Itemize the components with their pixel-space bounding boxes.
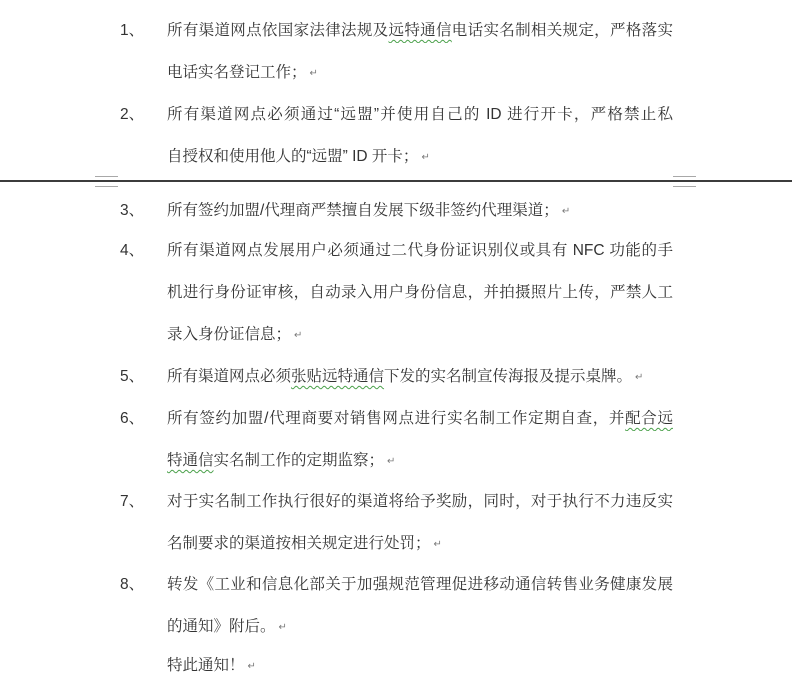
list-item-line [167, 103, 673, 127]
list-item-number: 2、 [120, 106, 145, 123]
list-item-number: 6、 [120, 410, 145, 427]
list-item-line [167, 532, 673, 556]
closing-text: 特此通知！ [167, 657, 245, 674]
text-segment: 所有渠道网点发展用户必须通过二代身份证识别仪或具有 NFC 功能的手 [167, 242, 673, 259]
closing-line [167, 654, 673, 678]
text-segment: 下发的实名制宣传海报及提示桌牌。 [384, 368, 633, 385]
text-segment: 所有渠道网点依国家法律法规及 [167, 22, 389, 39]
list-item-line [167, 19, 673, 43]
text-segment: 实名制工作的定期监察； [213, 452, 385, 469]
list-item-line [167, 239, 673, 263]
grammar-flagged-text: 张贴远特通信 [291, 368, 385, 385]
text-segment: 所有渠道网点必须 [167, 368, 292, 385]
paragraph-mark: ↵ [433, 539, 442, 550]
text-segment: 名制要求的渠道按相关规定进行处罚； [167, 535, 431, 552]
paragraph-mark: ↵ [421, 152, 430, 163]
grammar-flagged-text: 配合远 [625, 410, 673, 427]
paragraph-mark: ↵ [635, 372, 644, 383]
list-item-line [167, 615, 673, 639]
text-segment: 机进行身份证审核，自动录入用户身份信息，并拍摄照片上传，严禁人工 [167, 284, 673, 301]
paragraph-mark: ↵ [309, 68, 318, 79]
list-item-line [167, 449, 673, 473]
text-segment: 自授权和使用他人的“远盟” ID 开卡； [167, 148, 419, 165]
page-break-marker-right [673, 176, 696, 187]
text-segment: 录入身份证信息； [167, 326, 292, 343]
list-item-number: 3、 [120, 202, 145, 219]
list-item-line [167, 199, 673, 223]
text-segment: 转发《工业和信息化部关于加强规范管理促进移动通信转售业务健康发展 [167, 576, 673, 593]
list-item-line [167, 61, 673, 85]
text-segment: 电话实名登记工作； [167, 64, 307, 81]
list-item-line [167, 145, 673, 169]
paragraph-mark: ↵ [278, 622, 287, 633]
list-item-number: 4、 [120, 242, 145, 259]
text-segment: 所有签约加盟/代理商要对销售网点进行实名制工作定期自查，并 [167, 410, 626, 427]
list-item-line [167, 281, 673, 305]
text-segment: 对于实名制工作执行很好的渠道将给予奖励，同时，对于执行不力违反实 [167, 493, 673, 510]
list-item-number: 5、 [120, 368, 145, 385]
paragraph-mark: ↵ [387, 456, 396, 467]
grammar-flagged-text: 远特通信 [388, 22, 452, 39]
paragraph-mark: ↵ [294, 330, 303, 341]
text-segment: 所有渠道网点必须通过“远盟”并使用自己的 ID 进行开卡，严格禁止私 [167, 106, 673, 123]
list-item-line [167, 323, 673, 347]
list-item-line [167, 490, 673, 514]
list-item-number: 8、 [120, 576, 145, 593]
page-break-marker-left [95, 176, 118, 187]
grammar-flagged-text: 特通信 [167, 452, 214, 469]
list-item-number: 1、 [120, 22, 145, 39]
text-segment: 电话实名制相关规定，严格落实 [451, 22, 673, 39]
list-item-number: 7、 [120, 493, 145, 510]
list-item-line [167, 573, 673, 597]
text-segment: 的通知》附后。 [167, 618, 276, 635]
list-item-line [167, 407, 673, 431]
list-item-line [167, 365, 673, 389]
paragraph-mark: ↵ [561, 206, 571, 217]
paragraph-mark: ↵ [247, 661, 256, 672]
text-segment: 所有签约加盟/代理商严禁擅自发展下级非签约代理渠道； [167, 202, 559, 219]
